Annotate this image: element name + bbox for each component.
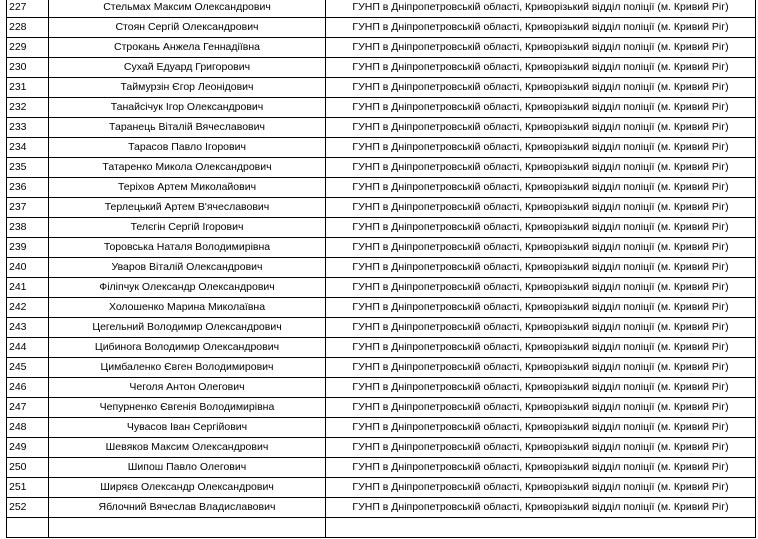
table-row <box>7 238 756 258</box>
row-number-cell: 250 <box>7 458 49 478</box>
table-row <box>7 158 756 178</box>
full-name-cell: Цибинога Володимир Олександрович <box>49 338 326 358</box>
row-number-cell: 252 <box>7 498 49 518</box>
full-name-cell: Стельмах Максим Олександрович <box>49 0 326 18</box>
full-name-cell: Строкань Анжела Геннадіївна <box>49 38 326 58</box>
police-unit-cell: ГУНП в Дніпропетровській області, Криворізький відділ поліції (м. Кривий Ріг) <box>326 58 756 78</box>
full-name-cell: Цегельний Володимир Олександрович <box>49 318 326 338</box>
row-number-cell: 247 <box>7 398 49 418</box>
row-number-cell: 240 <box>7 258 49 278</box>
row-number-cell: 239 <box>7 238 49 258</box>
police-unit-cell: ГУНП в Дніпропетровській області, Криворізький відділ поліції (м. Кривий Ріг) <box>326 38 756 58</box>
full-name-cell: Чепурненко Євгенія Володимирівна <box>49 398 326 418</box>
police-unit-cell: ГУНП в Дніпропетровській області, Криворізький відділ поліції (м. Кривий Ріг) <box>326 118 756 138</box>
row-number-cell: 234 <box>7 138 49 158</box>
full-name-cell <box>49 518 326 538</box>
table-row <box>7 518 756 538</box>
full-name-cell: Теріхов Артем Миколайович <box>49 178 326 198</box>
row-number-cell: 233 <box>7 118 49 138</box>
table-row <box>7 418 756 438</box>
police-unit-cell <box>326 518 756 538</box>
table-row <box>7 178 756 198</box>
table-row <box>7 358 756 378</box>
full-name-cell: Телєгін Сергій Ігорович <box>49 218 326 238</box>
row-number-cell: 231 <box>7 78 49 98</box>
table-row <box>7 118 756 138</box>
row-number-cell <box>7 518 49 538</box>
table-row <box>7 218 756 238</box>
row-number-cell: 248 <box>7 418 49 438</box>
full-name-cell: Чеголя Антон Олегович <box>49 378 326 398</box>
row-number-cell: 251 <box>7 478 49 498</box>
row-number-cell: 230 <box>7 58 49 78</box>
table-row <box>7 138 756 158</box>
row-number-cell: 245 <box>7 358 49 378</box>
row-number-cell: 241 <box>7 278 49 298</box>
table-row <box>7 398 756 418</box>
personnel-table-body <box>7 0 756 537</box>
personnel-table <box>6 0 756 538</box>
table-row <box>7 198 756 218</box>
full-name-cell: Сухай Едуард Григорович <box>49 58 326 78</box>
row-number-cell: 229 <box>7 38 49 58</box>
police-unit-cell: ГУНП в Дніпропетровській області, Криворізький відділ поліції (м. Кривий Ріг) <box>326 478 756 498</box>
table-row <box>7 78 756 98</box>
police-unit-cell: ГУНП в Дніпропетровській області, Криворізький відділ поліції (м. Кривий Ріг) <box>326 238 756 258</box>
full-name-cell: Танайсічук Ігор Олександрович <box>49 98 326 118</box>
table-row <box>7 338 756 358</box>
full-name-cell: Ширяєв Олександр Олександрович <box>49 478 326 498</box>
row-number-cell: 235 <box>7 158 49 178</box>
full-name-cell: Тарасов Павло Ігорович <box>49 138 326 158</box>
full-name-cell: Татаренко Микола Олександрович <box>49 158 326 178</box>
police-unit-cell: ГУНП в Дніпропетровській області, Криворізький відділ поліції (м. Кривий Ріг) <box>326 378 756 398</box>
table-row <box>7 58 756 78</box>
row-number-cell: 232 <box>7 98 49 118</box>
table-row <box>7 458 756 478</box>
police-unit-cell: ГУНП в Дніпропетровській області, Криворізький відділ поліції (м. Кривий Ріг) <box>326 498 756 518</box>
table-row <box>7 0 756 18</box>
row-number-cell: 249 <box>7 438 49 458</box>
police-unit-cell: ГУНП в Дніпропетровській області, Криворізький відділ поліції (м. Кривий Ріг) <box>326 398 756 418</box>
full-name-cell: Чувасов Іван Сергійович <box>49 418 326 438</box>
full-name-cell: Шевяков Максим Олександрович <box>49 438 326 458</box>
table-row <box>7 438 756 458</box>
full-name-cell: Уваров Віталій Олександрович <box>49 258 326 278</box>
police-unit-cell: ГУНП в Дніпропетровській області, Криворізький відділ поліції (м. Кривий Ріг) <box>326 158 756 178</box>
police-unit-cell: ГУНП в Дніпропетровській області, Криворізький відділ поліції (м. Кривий Ріг) <box>326 178 756 198</box>
police-unit-cell: ГУНП в Дніпропетровській області, Криворізький відділ поліції (м. Кривий Ріг) <box>326 98 756 118</box>
full-name-cell: Філіпчук Олександр Олександрович <box>49 278 326 298</box>
row-number-cell: 242 <box>7 298 49 318</box>
police-unit-cell: ГУНП в Дніпропетровській області, Криворізький відділ поліції (м. Кривий Ріг) <box>326 138 756 158</box>
police-unit-cell: ГУНП в Дніпропетровській області, Криворізький відділ поліції (м. Кривий Ріг) <box>326 78 756 98</box>
table-row <box>7 378 756 398</box>
table-row <box>7 98 756 118</box>
table-row <box>7 258 756 278</box>
full-name-cell: Цимбаленко Євген Володимирович <box>49 358 326 378</box>
table-row <box>7 38 756 58</box>
full-name-cell: Шипош Павло Олегович <box>49 458 326 478</box>
full-name-cell: Таранець Віталій Вячеславович <box>49 118 326 138</box>
police-unit-cell: ГУНП в Дніпропетровській області, Криворізький відділ поліції (м. Кривий Ріг) <box>326 438 756 458</box>
row-number-cell: 238 <box>7 218 49 238</box>
full-name-cell: Торовська Наталя Володимирівна <box>49 238 326 258</box>
police-unit-cell: ГУНП в Дніпропетровській області, Криворізький відділ поліції (м. Кривий Ріг) <box>326 258 756 278</box>
full-name-cell: Терлецький Артем В'ячеславович <box>49 198 326 218</box>
table-row <box>7 478 756 498</box>
row-number-cell: 246 <box>7 378 49 398</box>
row-number-cell: 236 <box>7 178 49 198</box>
police-unit-cell: ГУНП в Дніпропетровській області, Криворізький відділ поліції (м. Кривий Ріг) <box>326 458 756 478</box>
table-row <box>7 498 756 518</box>
police-unit-cell: ГУНП в Дніпропетровській області, Криворізький відділ поліції (м. Кривий Ріг) <box>326 18 756 38</box>
police-unit-cell: ГУНП в Дніпропетровській області, Криворізький відділ поліції (м. Кривий Ріг) <box>326 338 756 358</box>
row-number-cell: 227 <box>7 0 49 18</box>
full-name-cell: Стоян Сергій Олександрович <box>49 18 326 38</box>
police-unit-cell: ГУНП в Дніпропетровській області, Криворізький відділ поліції (м. Кривий Ріг) <box>326 418 756 438</box>
row-number-cell: 228 <box>7 18 49 38</box>
row-number-cell: 237 <box>7 198 49 218</box>
table-row <box>7 278 756 298</box>
police-unit-cell: ГУНП в Дніпропетровській області, Криворізький відділ поліції (м. Кривий Ріг) <box>326 358 756 378</box>
table-row <box>7 18 756 38</box>
police-unit-cell: ГУНП в Дніпропетровській області, Криворізький відділ поліції (м. Кривий Ріг) <box>326 218 756 238</box>
police-unit-cell: ГУНП в Дніпропетровській області, Криворізький відділ поліції (м. Кривий Ріг) <box>326 298 756 318</box>
row-number-cell: 243 <box>7 318 49 338</box>
full-name-cell: Холошенко Марина Миколаївна <box>49 298 326 318</box>
full-name-cell: Яблочний Вячеслав Владиславович <box>49 498 326 518</box>
full-name-cell: Таймурзін Єгор Леонідович <box>49 78 326 98</box>
police-unit-cell: ГУНП в Дніпропетровській області, Криворізький відділ поліції (м. Кривий Ріг) <box>326 278 756 298</box>
table-row <box>7 298 756 318</box>
police-unit-cell: ГУНП в Дніпропетровській області, Криворізький відділ поліції (м. Кривий Ріг) <box>326 198 756 218</box>
police-unit-cell: ГУНП в Дніпропетровській області, Криворізький відділ поліції (м. Кривий Ріг) <box>326 0 756 18</box>
table-row <box>7 318 756 338</box>
police-unit-cell: ГУНП в Дніпропетровській області, Криворізький відділ поліції (м. Кривий Ріг) <box>326 318 756 338</box>
row-number-cell: 244 <box>7 338 49 358</box>
